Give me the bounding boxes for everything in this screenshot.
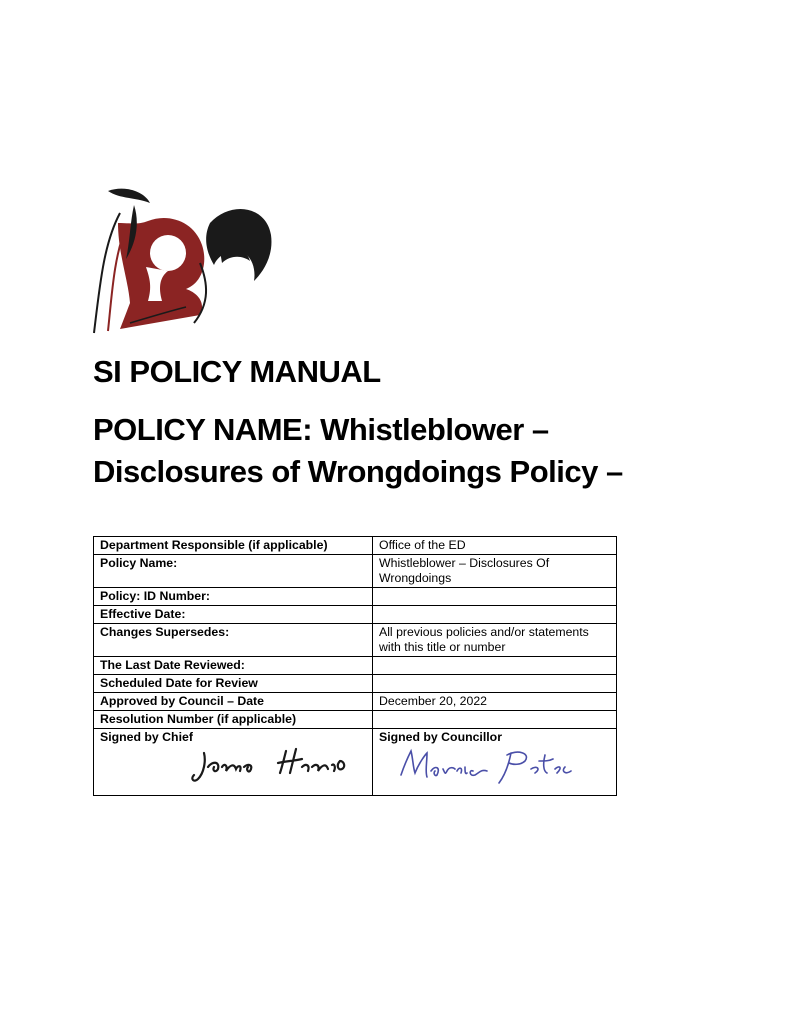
- councillor-signature-cell: [373, 729, 617, 796]
- row-value: [373, 711, 617, 729]
- table-row: [94, 657, 617, 675]
- row-value: Office of the ED: [373, 537, 617, 555]
- row-label: Approved by Council – Date: [94, 693, 373, 711]
- row-value: [373, 606, 617, 624]
- table-row: [94, 693, 617, 711]
- row-value: [373, 675, 617, 693]
- table-row: [94, 537, 617, 555]
- policy-name-title-line2: Disclosures of Wrongdoings Policy –: [93, 454, 623, 489]
- row-label: Effective Date:: [94, 606, 373, 624]
- table-row: [94, 555, 617, 588]
- row-value: [373, 657, 617, 675]
- row-label: The Last Date Reviewed:: [94, 657, 373, 675]
- policy-details-table: [93, 536, 617, 796]
- row-label: Resolution Number (if applicable): [94, 711, 373, 729]
- councillor-signature-image: [395, 745, 575, 789]
- table-row: [94, 711, 617, 729]
- policy-name-title-line1: POLICY NAME: Whistleblower –: [93, 412, 549, 447]
- chief-signature-cell: [94, 729, 373, 796]
- signature-row: [94, 729, 617, 796]
- table-row: [94, 588, 617, 606]
- row-label: Scheduled Date for Review: [94, 675, 373, 693]
- table-row: [94, 606, 617, 624]
- organization-logo: [90, 183, 272, 336]
- table-row: [94, 624, 617, 657]
- row-value: December 20, 2022: [373, 693, 617, 711]
- table-row: [94, 675, 617, 693]
- row-label: Policy: ID Number:: [94, 588, 373, 606]
- row-label: Policy Name:: [94, 555, 373, 588]
- councillor-signature-label: Signed by Councillor: [379, 730, 502, 744]
- chief-signature-image: [190, 747, 362, 785]
- row-label: Changes Supersedes:: [94, 624, 373, 657]
- manual-title: SI POLICY MANUAL: [93, 354, 381, 389]
- eagle-head-shape: [206, 209, 271, 281]
- row-value: All previous policies and/or statements with this title or number: [373, 624, 617, 657]
- chief-signature-label: Signed by Chief: [100, 730, 193, 744]
- row-value: Whistleblower – Disclosures Of Wrongdoings: [373, 555, 617, 588]
- row-label: Department Responsible (if applicable): [94, 537, 373, 555]
- row-value: [373, 588, 617, 606]
